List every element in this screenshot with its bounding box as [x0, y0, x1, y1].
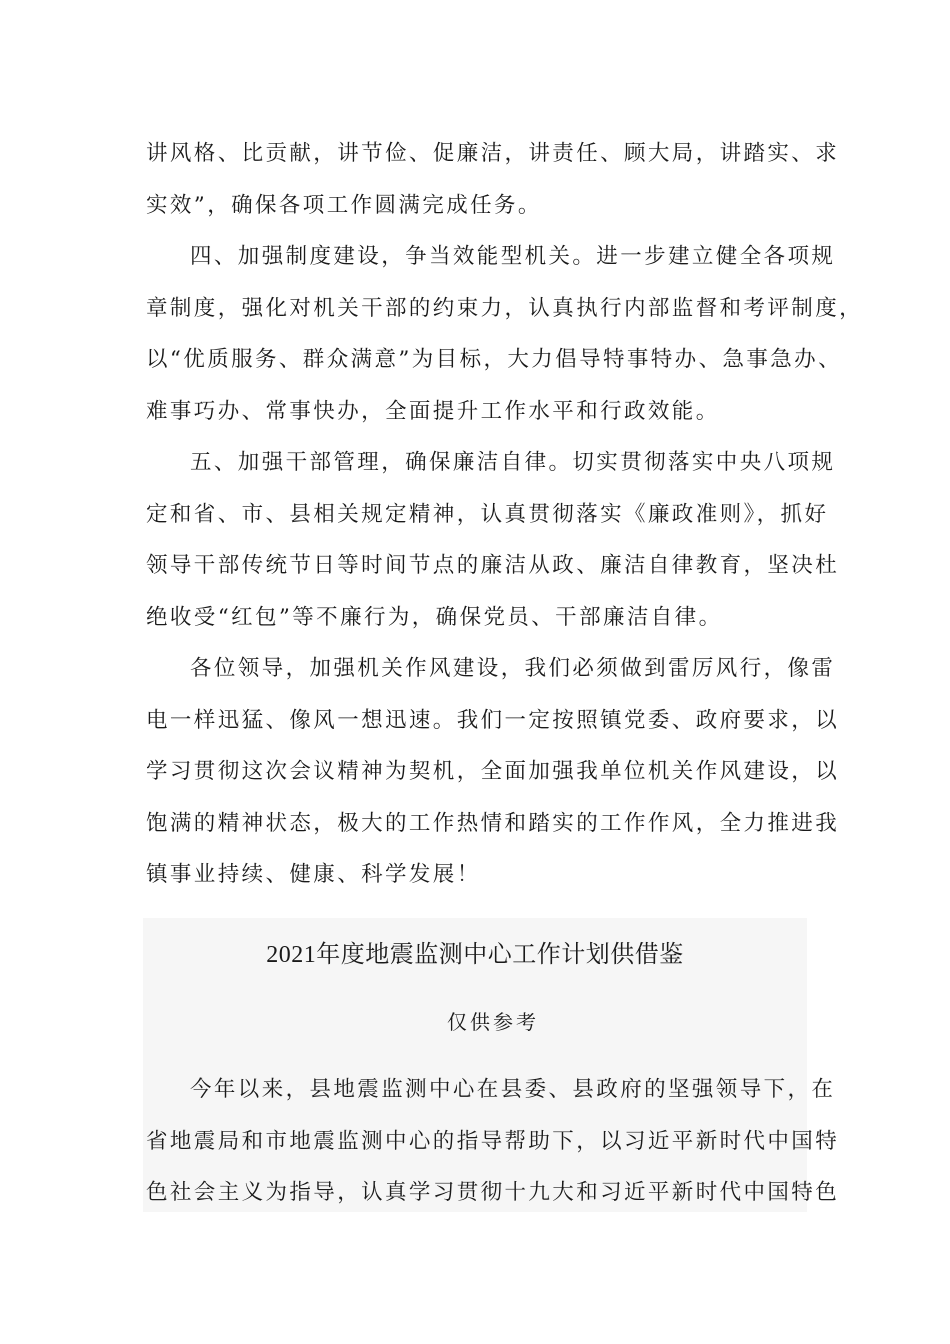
text-line: 电一样迅猛、像风一想迅速。我们一定按照镇党委、政府要求，以: [146, 707, 840, 733]
new-document-section: [143, 918, 840, 1212]
new-document-body: [146, 1064, 840, 1219]
text-line: 镇事业持续、健康、科学发展！: [146, 862, 481, 887]
text-line: 实效”，确保各项工作圆满完成任务。: [146, 192, 542, 218]
text-line: 以“优质服务、群众满意”为目标，大力倡导特事特办、急事急办、: [146, 347, 842, 372]
paragraph-first-line: 四、加强制度建设，争当效能型机关。进一步建立健全各项规: [190, 244, 836, 269]
document-title: 2021年度地震监测中心工作计划供借鉴: [266, 942, 684, 968]
text-line: 色社会主义为指导，认真学习贯彻十九大和习近平新时代中国特色: [146, 1180, 840, 1205]
previous-document-body: [146, 128, 864, 901]
text-line: 定和省、市、县相关规定精神，认真贯彻落实《廉政准则》，抓好: [146, 501, 829, 527]
text-line: 章制度，强化对机关干部的约束力，认真执行内部监督和考评制度，: [146, 295, 864, 321]
text-line: 领导干部传统节日等时间节点的廉洁从政、廉洁自律教育，坚决杜: [146, 553, 840, 578]
paragraph-first-line: 各位领导，加强机关作风建设，我们必须做到雷厉风行，像雷: [190, 656, 836, 681]
text-line: 讲风格、比贡献，讲节俭、促廉洁，讲责任、顾大局，讲踏实、求: [146, 141, 840, 166]
document-subtitle: 仅供参考: [447, 1010, 539, 1034]
text-line: 省地震局和市地震监测中心的指导帮助下，以习近平新时代中国特: [146, 1128, 840, 1154]
paragraph-first-line: 今年以来，县地震监测中心在县委、县政府的坚强领导下，在: [190, 1077, 836, 1102]
text-line: 饱满的精神状态，极大的工作热情和踏实的工作作风，全力推进我: [146, 810, 840, 836]
paragraph-first-line: 五、加强干部管理，确保廉洁自律。切实贯彻落实中央八项规: [190, 450, 836, 475]
text-line: 学习贯彻这次会议精神为契机，全面加强我单位机关作风建设，以: [146, 759, 840, 784]
text-line: 难事巧办、常事快办，全面提升工作水平和行政效能。: [146, 398, 720, 424]
text-line: 绝收受“红包”等不廉行为，确保党员、干部廉洁自律。: [146, 604, 723, 630]
